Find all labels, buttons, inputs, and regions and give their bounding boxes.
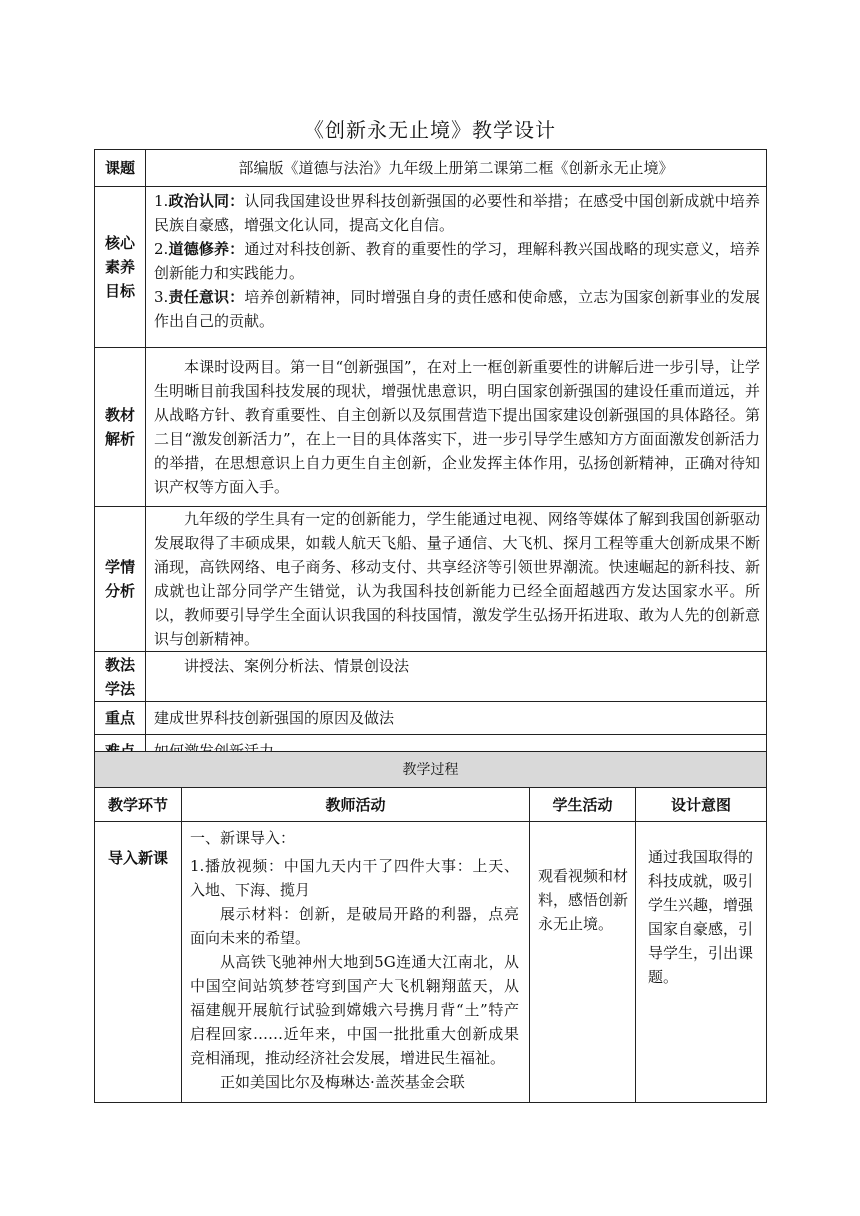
- process-table: [94, 751, 767, 1103]
- material-label: 教材 解析: [95, 348, 146, 507]
- key-point-row: [95, 702, 767, 735]
- key-point-label: 重点: [95, 702, 146, 735]
- students-row: [95, 507, 767, 652]
- course-text: 部编版《道德与法治》九年级上册第二课第二框《创新永无止境》: [146, 150, 767, 187]
- goal-item: 1.政治认同：认同我国建设世界科技创新强国的必要性和举措；在感受中国创新成就中培养民族自豪感，增强文化认同，提高文化自信。: [154, 192, 760, 234]
- material-text: 本课时设两目。第一目“创新强国”，在对上一框创新重要性的讲解后进一步引导，让学生明晰目前我国科技发展的现状，增强忧患意识，明白国家创新强国的建设任重而道远，并从战略方针、教育重要性、自主创新以及氛围营造下提出国家建设创新强国的具体路径。第二目“激发创新活力”，在上一目的具体落实下，进一步引导学生感知方方面面激发创新活力的举措，在思想意识上自力更生自主创新，企业发挥主体作用，弘扬创新精神，正确对待知识产权等方面入手。: [146, 348, 767, 507]
- header-teacher: 教师活动: [182, 788, 530, 822]
- students-text: 九年级的学生具有一定的创新能力，学生能通过电视、网络等媒体了解到我国创新驱动发展取得了丰硕成果，如载人航天飞船、量子通信、大飞机、探月工程等重大创新成果不断涌现，高铁网络、电子商务、移动支付、共享经济等引领世界潮流。快速崛起的新科技、新成就也让部分同学产生错觉，认为我国科技创新能力已经全面超越西方发达国家水平。所以，教师要引导学生全面认识我国的科技国情，激发学生弘扬开拓进取、敢为人先的创新意识与创新精神。: [146, 507, 767, 652]
- process-title: 教学过程: [95, 752, 767, 788]
- process-header-row: [95, 788, 767, 822]
- course-row: [95, 150, 767, 187]
- info-table: [94, 149, 767, 768]
- teacher-line: 展示材料：创新，是破局开路的利器，点亮面向未来的希望。: [190, 905, 519, 947]
- process-row: [95, 822, 767, 1103]
- student-cell: 观看视频和材料，感悟创新永无止境。: [530, 822, 636, 1103]
- goals-row: [95, 187, 767, 348]
- goal-item: 3.责任意识：培养创新精神，同时增强自身的责任感和使命感，立志为国家创新事业的发展作出自己的贡献。: [154, 288, 760, 330]
- stage-cell: 导入新课: [95, 822, 182, 1103]
- methods-row: [95, 652, 767, 702]
- goals-label: 核心 素养 目标: [95, 187, 146, 348]
- process-title-row: [95, 752, 767, 788]
- intent-cell: 通过我国取得的科技成就，吸引学生兴趣，增强国家自豪感，引导学生，引出课题。: [636, 822, 767, 1103]
- methods-text: 讲授法、案例分析法、情景创设法: [146, 652, 767, 702]
- key-point-text: 建成世界科技创新强国的原因及做法: [146, 702, 767, 735]
- material-row: [95, 348, 767, 507]
- page-title: 《创新永无止境》教学设计: [304, 118, 556, 142]
- teacher-cell: [182, 822, 530, 1103]
- teacher-line: 一、新课导入：: [190, 829, 296, 847]
- goals-text: [146, 187, 767, 348]
- teacher-line: 正如美国比尔及梅琳达·盖茨基金会联: [220, 1073, 465, 1091]
- goal-item: 2.道德修养：通过对科技创新、教育的重要性的学习，理解科教兴国战略的现实意义，培养创新能力和实践能力。: [154, 240, 760, 282]
- header-intent: 设计意图: [636, 788, 767, 822]
- header-student: 学生活动: [530, 788, 636, 822]
- teacher-line: 从高铁飞驰神州大地到5G连通大江南北，从中国空间站筑梦苍穹到国产大飞机翱翔蓝天，从福建舰开展航行试验到嫦娥六号携月背“土”特产启程回家……近年来，中国一批批重大创新成果竞相涌现，推动经济社会发展，增进民生福祉。: [190, 953, 519, 1067]
- students-label: 学情 分析: [95, 507, 146, 652]
- header-stage: 教学环节: [95, 788, 182, 822]
- methods-label: 教法 学法: [95, 652, 146, 702]
- course-label: 课题: [95, 150, 146, 187]
- teacher-line: 1.播放视频：中国九天内干了四件大事：上天、入地、下海、揽月: [190, 857, 519, 899]
